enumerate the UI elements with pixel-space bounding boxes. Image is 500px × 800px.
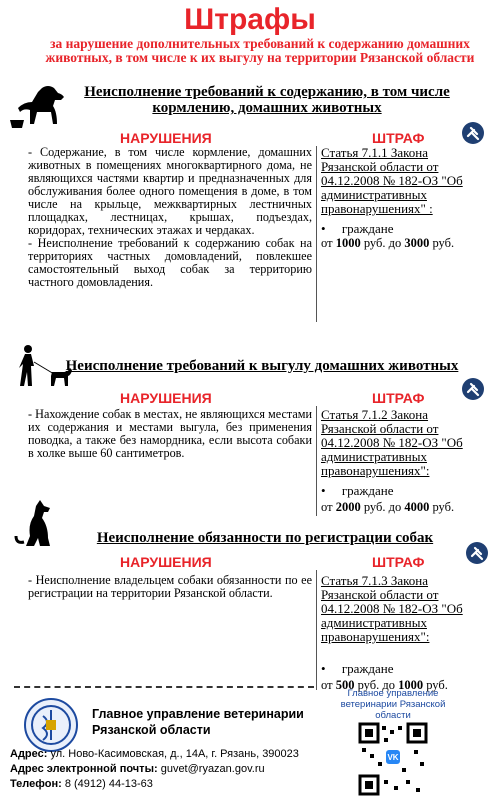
column-divider xyxy=(316,146,317,322)
section-3-title: Неисполнение обязанности по регистрации собак xyxy=(96,530,434,546)
section-1-law: Статья 7.1.1 Закона Рязанской области от 04.12.2008 № 182-ОЗ "Об административных правонарушениях" : xyxy=(321,145,463,216)
fine-min: 500 xyxy=(335,678,355,692)
qr-caption: Главное управление ветеринарии Рязанской области xyxy=(340,688,446,721)
violation-text: - Неисполнение требований к содержанию собак на территориях частных домовладений, повлекшее самостоятельный выход собак за территорию частного домовладения. xyxy=(28,236,312,289)
violation-text: - Содержание, в том числе кормление, домашних животных в помещениях многоквартирного дома, не являющихся частями квартир и предназначенных для обслуживания более одного помещения в доме, в том числе на крыльце, межквартирных лестничных площадках, лестницах, крышах, подъездах, коридорах, технических этажах и чердаках. xyxy=(28,145,312,237)
gavel-icon xyxy=(466,542,488,564)
fine-min: 1000 xyxy=(335,236,361,250)
page-title: Штрафы xyxy=(184,3,316,36)
violation-text: - Нахождение собак в местах, не являющихся местами их содержания и местами выгула, без применения поводка, а также без намордника, если высота собаки в холке выше 60 сантиметров. xyxy=(28,407,312,460)
fine-header-1: ШТРАФ xyxy=(372,130,425,146)
section-3-citizens: • граждане xyxy=(321,661,394,676)
column-divider xyxy=(316,406,317,516)
section-1-violations xyxy=(28,146,312,289)
section-2-fine-range: от 2000 руб. до 4000 руб. xyxy=(321,500,455,514)
bullet: • xyxy=(321,483,342,498)
address-line: Адрес: ул. Ново-Касимовская, д., 14А, г. Рязань, 390023 xyxy=(10,748,299,760)
fine-header-2: ШТРАФ xyxy=(372,390,425,406)
section-3-violations xyxy=(28,574,312,600)
sitting-dog-icon xyxy=(14,498,58,550)
bullet: • xyxy=(321,661,342,676)
section-2-violations xyxy=(28,408,312,460)
violation-text: - Неисполнение владельцем собаки обязанности по ее регистрации на территории Рязанской области. xyxy=(28,573,312,600)
page-subtitle: за нарушение дополнительных требований к содержанию домашних животных, в том числе к их выгулу на территории Рязанской области xyxy=(45,36,475,65)
email-link[interactable]: guvet@ryazan.gov.ru xyxy=(160,763,265,775)
section-1-fine-range: от 1000 руб. до 3000 руб. xyxy=(321,236,455,250)
violation-header-2: НАРУШЕНИЯ xyxy=(120,390,212,406)
dog-with-bowl-icon xyxy=(8,82,70,130)
violation-header-1: НАРУШЕНИЯ xyxy=(120,130,212,146)
fine-header-3: ШТРАФ xyxy=(372,554,425,570)
cut-line xyxy=(14,686,314,688)
section-2-citizens: • граждане xyxy=(321,483,394,498)
section-1-citizens: • граждане xyxy=(321,221,394,236)
bullet: • xyxy=(321,221,342,236)
phone-line: Телефон: 8 (4912) 44-13-63 xyxy=(10,778,153,790)
section-1-title: Неисполнение требований к содержанию, в том числе кормлению, домашних животных xyxy=(84,84,450,116)
fine-max: 1000 xyxy=(398,678,424,692)
org-name: Главное управление ветеринарии Рязанской области xyxy=(92,707,304,737)
emblem-icon xyxy=(24,698,78,752)
column-divider xyxy=(316,570,317,690)
gavel-icon xyxy=(462,378,484,400)
section-3-law: Статья 7.1.3 Закона Рязанской области от 04.12.2008 № 182-ОЗ "Об административных правонарушениях": xyxy=(321,573,463,644)
svg-text:VK: VK xyxy=(387,753,399,762)
section-2-title: Неисполнение требований к выгулу домашних животных xyxy=(65,358,459,374)
section-3-fine-range: от 500 руб. до 1000 руб. xyxy=(321,678,448,692)
fine-min: 2000 xyxy=(335,500,361,514)
email-line: Адрес электронной почты: guvet@ryazan.gov.ru xyxy=(10,763,265,775)
gavel-icon xyxy=(462,122,484,144)
violation-header-3: НАРУШЕНИЯ xyxy=(120,554,212,570)
qr-code-icon[interactable] xyxy=(358,722,428,796)
fine-max: 4000 xyxy=(404,500,430,514)
fine-max: 3000 xyxy=(404,236,430,250)
section-2-law: Статья 7.1.2 Закона Рязанской области от 04.12.2008 № 182-ОЗ "Об административных правонарушениях": xyxy=(321,407,463,478)
